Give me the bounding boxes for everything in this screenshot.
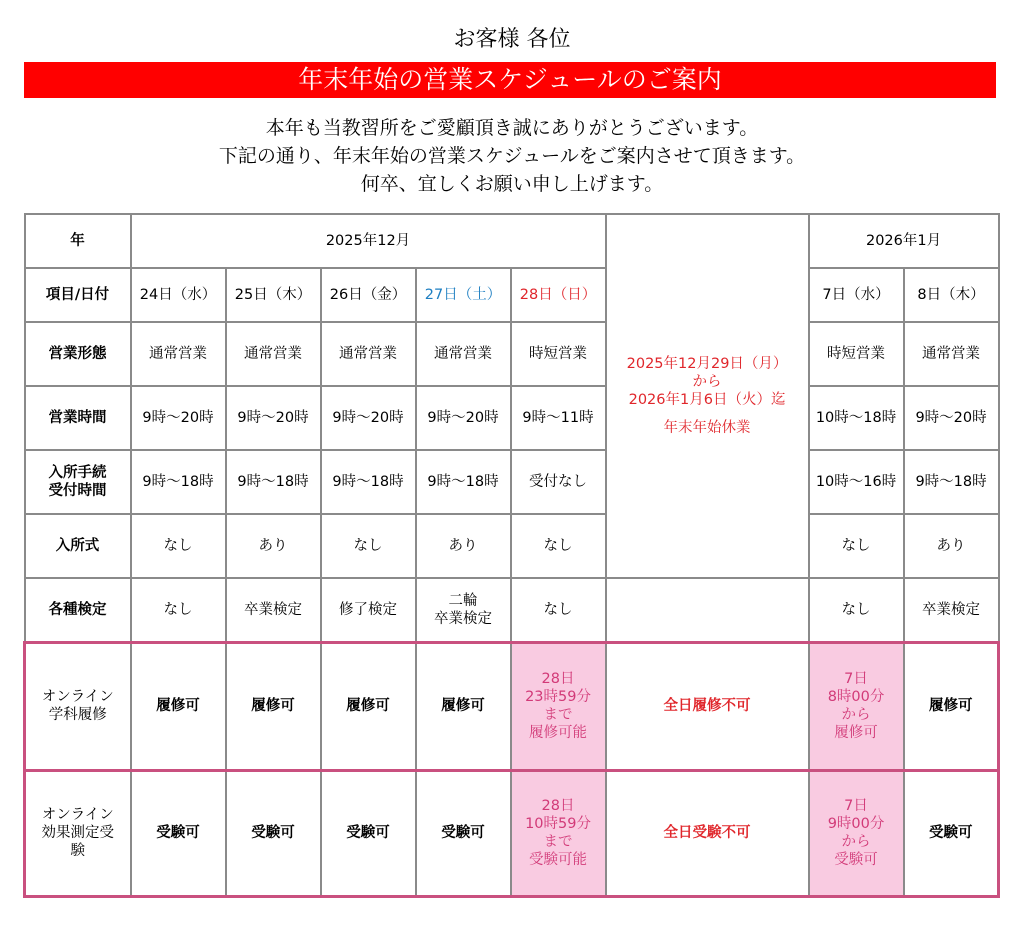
closed-cell: 全日履修不可 xyxy=(606,642,809,770)
cell: あり xyxy=(226,514,321,578)
label-line: オンライン xyxy=(41,807,114,823)
label-line: 効果測定受 xyxy=(41,825,114,841)
closed-from: から xyxy=(692,374,722,390)
label-line: 受付時間 xyxy=(48,483,107,499)
schedule-table xyxy=(23,213,1000,898)
cell: 9時～18時 xyxy=(416,450,511,514)
date-dec24: 24日（水） xyxy=(131,268,226,322)
cell: 10時～16時 xyxy=(809,450,904,514)
date-dec25: 25日（木） xyxy=(226,268,321,322)
greeting: お客様 各位 xyxy=(453,27,571,52)
cell: なし xyxy=(511,578,606,642)
row-label-exams: 各種検定 xyxy=(25,578,131,642)
cell-line: 受験可 xyxy=(834,852,878,868)
cell: 通常営業 xyxy=(226,322,321,386)
cell: 受験可 xyxy=(904,770,999,896)
cell: 9時～18時 xyxy=(131,450,226,514)
cell: なし xyxy=(131,514,226,578)
banner-title: 年末年始の営業スケジュールのご案内 xyxy=(24,62,996,98)
cell: 通常営業 xyxy=(416,322,511,386)
cell xyxy=(416,578,511,642)
closed-start: 2025年12月29日（月） xyxy=(626,356,788,372)
cell-line: 28日 xyxy=(541,798,575,814)
cell: あり xyxy=(416,514,511,578)
row-label-admission xyxy=(25,450,131,514)
date-dec27: 27日（土） xyxy=(416,268,511,322)
cell: なし xyxy=(131,578,226,642)
cell-line: 二輪 xyxy=(448,592,478,609)
date-dec26: 26日（金） xyxy=(321,268,416,322)
cell: 履修可 xyxy=(321,642,416,770)
intro-line: 本年も当教習所をご愛顧頂き誠にありがとうございます。 xyxy=(265,117,759,139)
cell: 履修可 xyxy=(226,642,321,770)
cell: 9時～20時 xyxy=(904,386,999,450)
cell: あり xyxy=(904,514,999,578)
cell: 通常営業 xyxy=(131,322,226,386)
cell-line: 履修可能 xyxy=(529,725,588,741)
highlight-cell xyxy=(511,770,606,896)
cell: 履修可 xyxy=(904,642,999,770)
cell: 受験可 xyxy=(321,770,416,896)
label-line: 学科履修 xyxy=(48,707,107,723)
intro-line: 何卒、宜しくお願い申し上げます。 xyxy=(360,173,664,195)
cell: なし xyxy=(809,578,904,642)
label-line: 入所手続 xyxy=(48,465,107,481)
cell: 履修可 xyxy=(131,642,226,770)
cell: 9時～20時 xyxy=(321,386,416,450)
intro-line: 下記の通り、年末年始の営業スケジュールをご案内させて頂きます。 xyxy=(218,145,806,167)
closed-cell: 全日受験不可 xyxy=(606,770,809,896)
cell: 受験可 xyxy=(416,770,511,896)
cell-line: 9時00分 xyxy=(827,816,885,832)
highlight-cell xyxy=(809,642,904,770)
cell: 通常営業 xyxy=(904,322,999,386)
cell: なし xyxy=(809,514,904,578)
intro-text xyxy=(0,114,1024,198)
month-header-dec: 2025年12月 xyxy=(131,214,606,268)
closed-end: 2026年1月6日（火）迄 xyxy=(628,392,786,408)
cell-line: から xyxy=(841,834,871,850)
closed-label: 年末年始休業 xyxy=(663,420,751,436)
row-label-business-type: 営業形態 xyxy=(25,322,131,386)
year-header: 年 xyxy=(25,214,131,268)
row-label-online-test xyxy=(25,770,131,896)
cell: 時短営業 xyxy=(511,322,606,386)
cell: 9時～20時 xyxy=(226,386,321,450)
cell: 卒業検定 xyxy=(226,578,321,642)
label-line: オンライン xyxy=(41,689,114,705)
cell-line: 卒業検定 xyxy=(434,610,492,627)
cell-line: から xyxy=(841,707,871,723)
date-dec28: 28日（日） xyxy=(511,268,606,322)
label-line: 験 xyxy=(70,843,85,859)
row-label-business-hours: 営業時間 xyxy=(25,386,131,450)
closed-spacer xyxy=(606,578,809,642)
cell: 9時～20時 xyxy=(131,386,226,450)
cell: なし xyxy=(511,514,606,578)
cell: 受験可 xyxy=(226,770,321,896)
cell-line: 7日 xyxy=(844,798,868,814)
month-header-jan: 2026年1月 xyxy=(809,214,999,268)
item-date-header: 項目/日付 xyxy=(25,268,131,322)
cell: 通常営業 xyxy=(321,322,416,386)
cell-line: まで xyxy=(543,834,573,850)
cell: 修了検定 xyxy=(321,578,416,642)
cell: 卒業検定 xyxy=(904,578,999,642)
cell: 9時～18時 xyxy=(321,450,416,514)
date-jan7: 7日（水） xyxy=(809,268,904,322)
cell-line: 10時59分 xyxy=(525,816,591,832)
cell: 9時～18時 xyxy=(904,450,999,514)
cell-line: 履修可 xyxy=(834,725,878,741)
closed-period-cell xyxy=(606,214,809,578)
cell: 9時～11時 xyxy=(511,386,606,450)
cell: 時短営業 xyxy=(809,322,904,386)
cell: 9時～20時 xyxy=(416,386,511,450)
cell-line: 8時00分 xyxy=(827,689,885,705)
cell-line: 28日 xyxy=(541,671,575,687)
cell-line: まで xyxy=(543,707,573,723)
highlight-cell xyxy=(511,642,606,770)
cell: 9時～18時 xyxy=(226,450,321,514)
cell: 10時～18時 xyxy=(809,386,904,450)
row-label-online-course xyxy=(25,642,131,770)
cell-line: 7日 xyxy=(844,671,868,687)
cell-line: 受験可能 xyxy=(529,852,588,868)
cell: 受付なし xyxy=(511,450,606,514)
cell: なし xyxy=(321,514,416,578)
cell: 受験可 xyxy=(131,770,226,896)
row-label-ceremony: 入所式 xyxy=(25,514,131,578)
highlight-cell xyxy=(809,770,904,896)
cell-line: 23時59分 xyxy=(525,689,591,705)
cell: 履修可 xyxy=(416,642,511,770)
date-jan8: 8日（木） xyxy=(904,268,999,322)
